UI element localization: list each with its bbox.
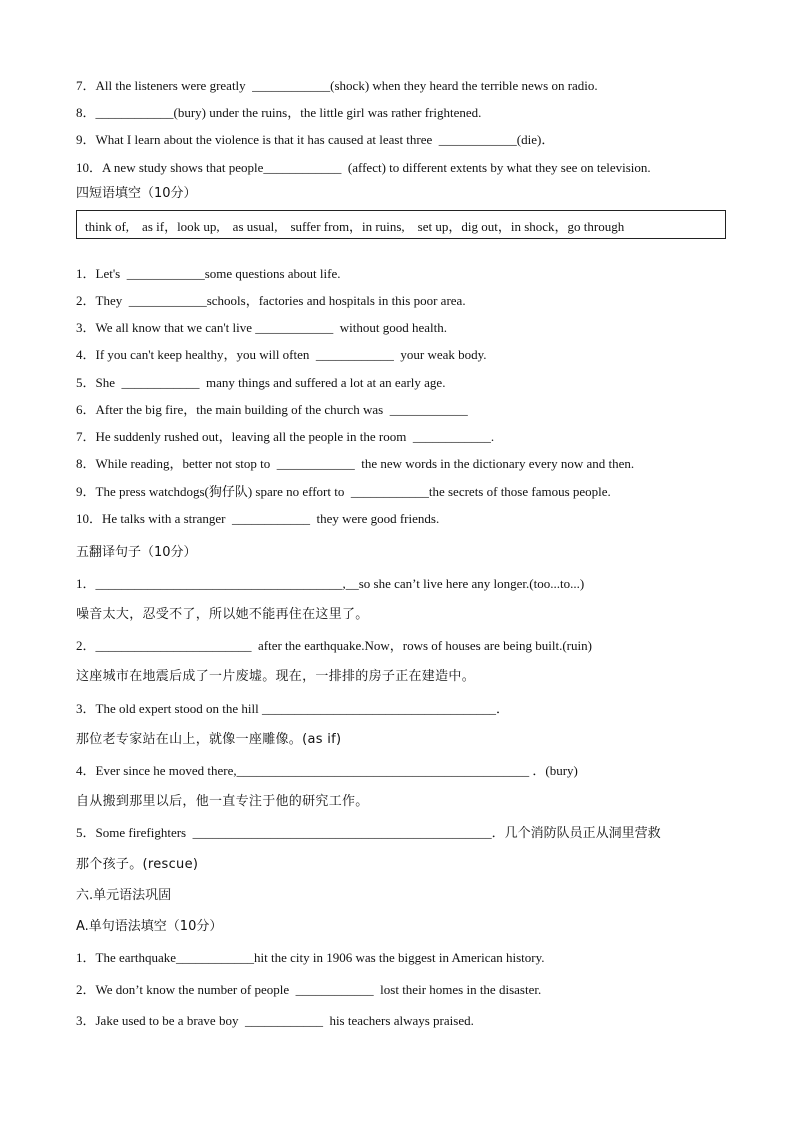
section-heading-translation: 五翻译句子（10分） [76, 545, 197, 560]
section-heading-grammar: 六.单元语法巩固 [76, 888, 172, 903]
part3-item-10: 10．A new study shows that people____________ (affect) to different extents by what they see on television. [76, 160, 651, 175]
phrase-item-8: 8．While reading，better not stop to ____________ the new words in the dictionary every now and then. [76, 456, 635, 471]
translation-item-2-cn: 这座城市在地震后成了一片废墟。现在，一排排的房子正在建造中。 [76, 669, 476, 684]
translation-item-5-cn: 那个孩子。(rescue) [76, 857, 199, 872]
part3-item-9: 9．What I learn about the violence is that it has caused at least three ____________(die)． [76, 132, 555, 147]
section-heading-phrase-fill: 四短语填空（10分） [76, 186, 197, 201]
word-bank-box [76, 210, 726, 239]
grammar-item-2: 2．We don’t know the number of people ____________ lost their homes in the disaster. [76, 982, 542, 997]
phrase-item-4: 4．If you can't keep healthy，you will often ____________ your weak body. [76, 347, 487, 362]
part3-item-8: 8．____________(bury) under the ruins，the little girl was rather frightened. [76, 105, 482, 120]
translation-item-5: 5．Some firefighters ______________________________________________．几个消防队员正从洞里营救 [76, 825, 661, 840]
part3-item-7: 7．All the listeners were greatly ____________(shock) when they heard the terrible news on radio. [76, 78, 598, 93]
grammar-item-3: 3．Jake used to be a brave boy ____________ his teachers always praised. [76, 1013, 474, 1028]
translation-item-2: 2．________________________ after the earthquake.Now，rows of houses are being built.(ruin) [76, 638, 592, 653]
phrase-item-9: 9．The press watchdogs(狗仔队) spare no effort to ____________the secrets of those famous people. [76, 484, 611, 499]
grammar-item-1: 1．The earthquake____________hit the city in 1906 was the biggest in American history. [76, 950, 545, 965]
phrase-item-1: 1．Let's ____________some questions about life. [76, 266, 341, 281]
sub-heading-grammar-fill: A.单句语法填空（10分） [76, 919, 223, 934]
word-bank-text: think of, as if，look up, as usual, suffer from，in ruins, set up，dig out，in shock，go through [85, 219, 625, 234]
phrase-item-2: 2．They ____________schools，factories and hospitals in this poor area. [76, 293, 466, 308]
phrase-item-10: 10．He talks with a stranger ____________ they were good friends. [76, 511, 440, 526]
translation-item-4-cn: 自从搬到那里以后，他一直专注于他的研究工作。 [76, 794, 369, 809]
translation-item-1: 1．______________________________________,__so she can’t live here any longer.(too...to...) [76, 576, 585, 591]
translation-item-1-cn: 噪音太大，忍受不了，所以她不能再住在这里了。 [76, 607, 369, 622]
translation-item-3-cn: 那位老专家站在山上，就像一座雕像。(as if) [76, 732, 342, 747]
phrase-item-3: 3．We all know that we can't live ____________ without good health. [76, 320, 448, 335]
translation-item-4: 4．Ever since he moved there,_____________________________________________ ．(bury) [76, 763, 578, 778]
phrase-item-7: 7．He suddenly rushed out，leaving all the people in the room ____________. [76, 429, 495, 444]
translation-item-3: 3．The old expert stood on the hill ____________________________________． [76, 701, 509, 716]
phrase-item-6: 6．After the big fire，the main building of the church was ____________ [76, 402, 468, 417]
phrase-item-5: 5．She ____________ many things and suffered a lot at an early age. [76, 375, 446, 390]
